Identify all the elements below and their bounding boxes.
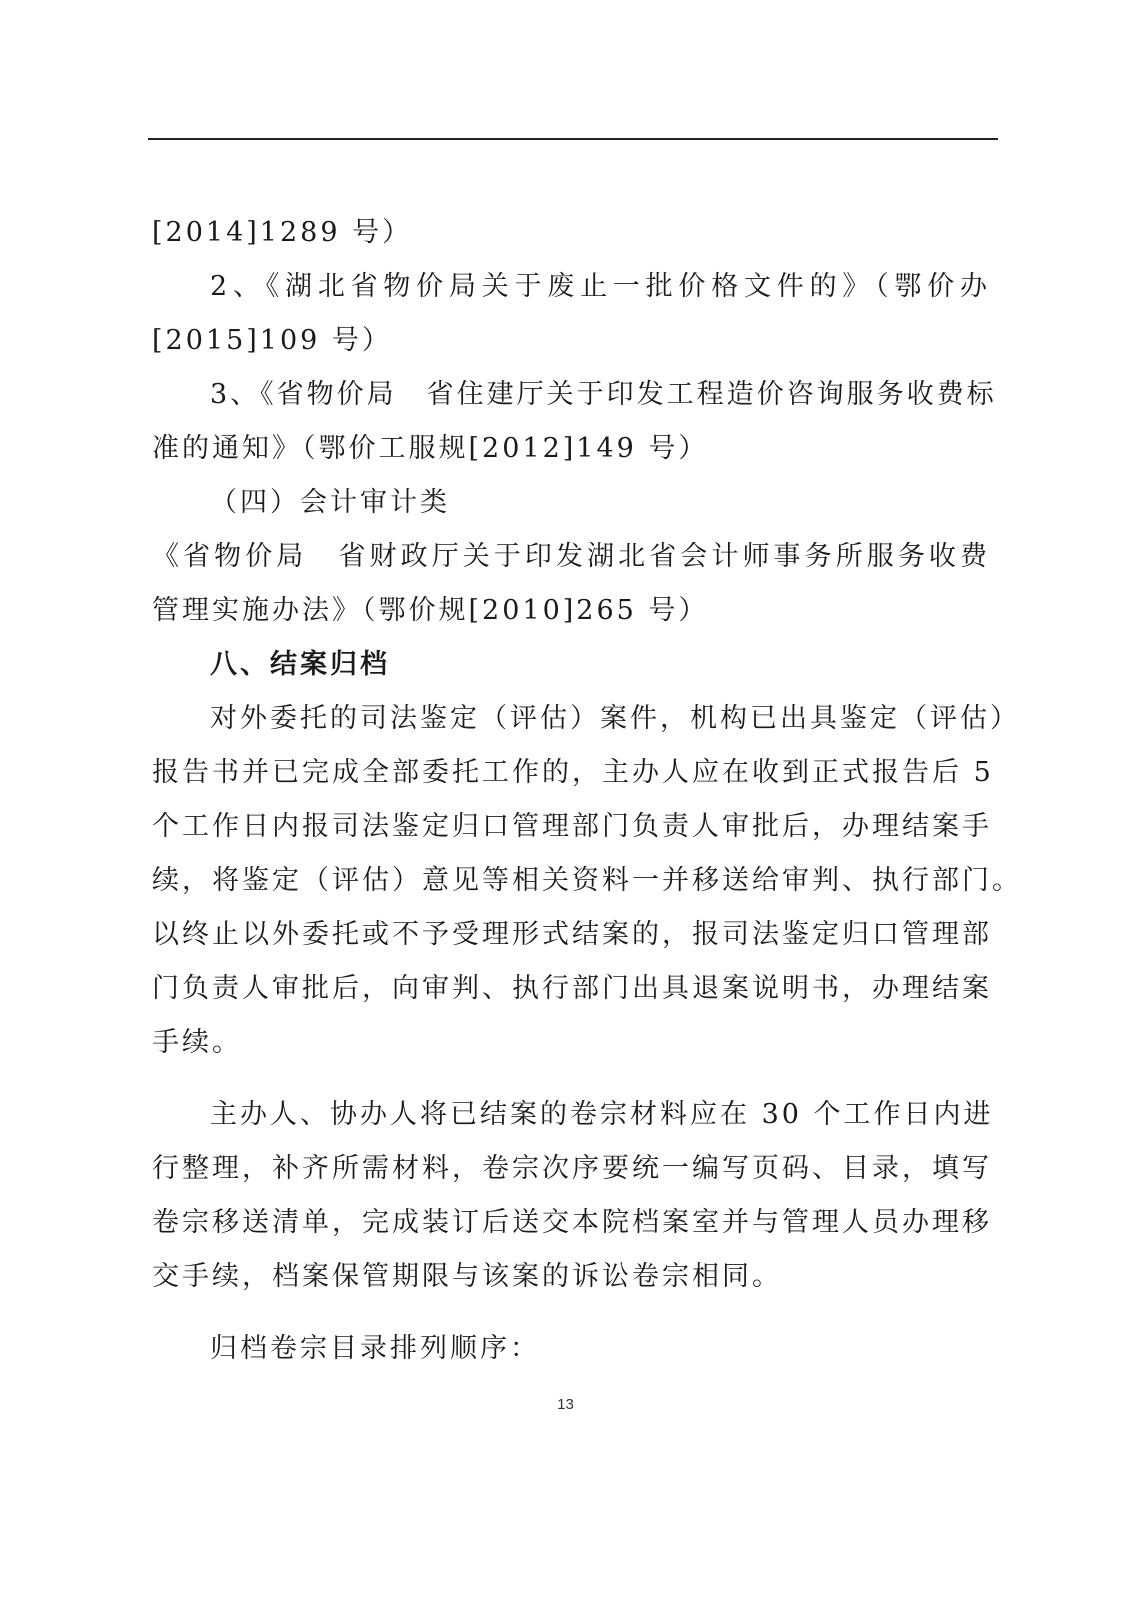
header-rule: [148, 138, 998, 140]
text-line: 2、《湖北省物价局关于废止一批价格文件的》（鄂价办: [210, 271, 990, 302]
text-line: 续，将鉴定（评估）意见等相关资料一并移送给审判、执行部门。: [152, 865, 1022, 896]
text-line: [2014]1289 号）: [152, 217, 413, 248]
text-line: 个工作日内报司法鉴定归口管理部门负责人审批后，办理结案手: [152, 811, 992, 842]
section-heading: （四）会计审计类: [210, 487, 450, 518]
text-line: 交手续，档案保管期限与该案的诉讼卷宗相同。: [152, 1261, 782, 1292]
section-heading: 八、结案归档: [210, 649, 390, 680]
text-line: 管理实施办法》（鄂价规[2010]265 号）: [152, 595, 709, 626]
text-line: [2015]109 号）: [152, 325, 392, 356]
text-line: 归档卷宗目录排列顺序：: [210, 1333, 540, 1364]
text-line: 以终止以外委托或不予受理形式结案的，报司法鉴定归口管理部: [152, 919, 992, 950]
text-line: 主办人、协办人将已结案的卷宗材料应在 30 个工作日内进: [210, 1099, 994, 1130]
page-number: 13: [557, 1396, 574, 1413]
text-line: 报告书并已完成全部委托工作的，主办人应在收到正式报告后 5: [152, 757, 994, 788]
document-body: [152, 206, 1022, 1376]
text-line: 准的通知》（鄂价工服规[2012]149 号）: [152, 433, 709, 464]
text-line: 手续。: [152, 1027, 242, 1058]
text-line: 3、《省物价局 省住建厅关于印发工程造价咨询服务收费标: [210, 379, 997, 410]
text-line: 行整理，补齐所需材料，卷宗次序要统一编写页码、目录，填写: [152, 1153, 992, 1184]
text-line: 门负责人审批后，向审判、执行部门出具退案说明书，办理结案: [152, 973, 992, 1004]
text-line: 卷宗移送清单，完成装订后送交本院档案室并与管理人员办理移: [152, 1207, 992, 1238]
text-line: 《省物价局 省财政厅关于印发湖北省会计师事务所服务收费: [152, 541, 990, 572]
text-line: 对外委托的司法鉴定（评估）案件，机构已出具鉴定（评估）: [210, 703, 1020, 734]
